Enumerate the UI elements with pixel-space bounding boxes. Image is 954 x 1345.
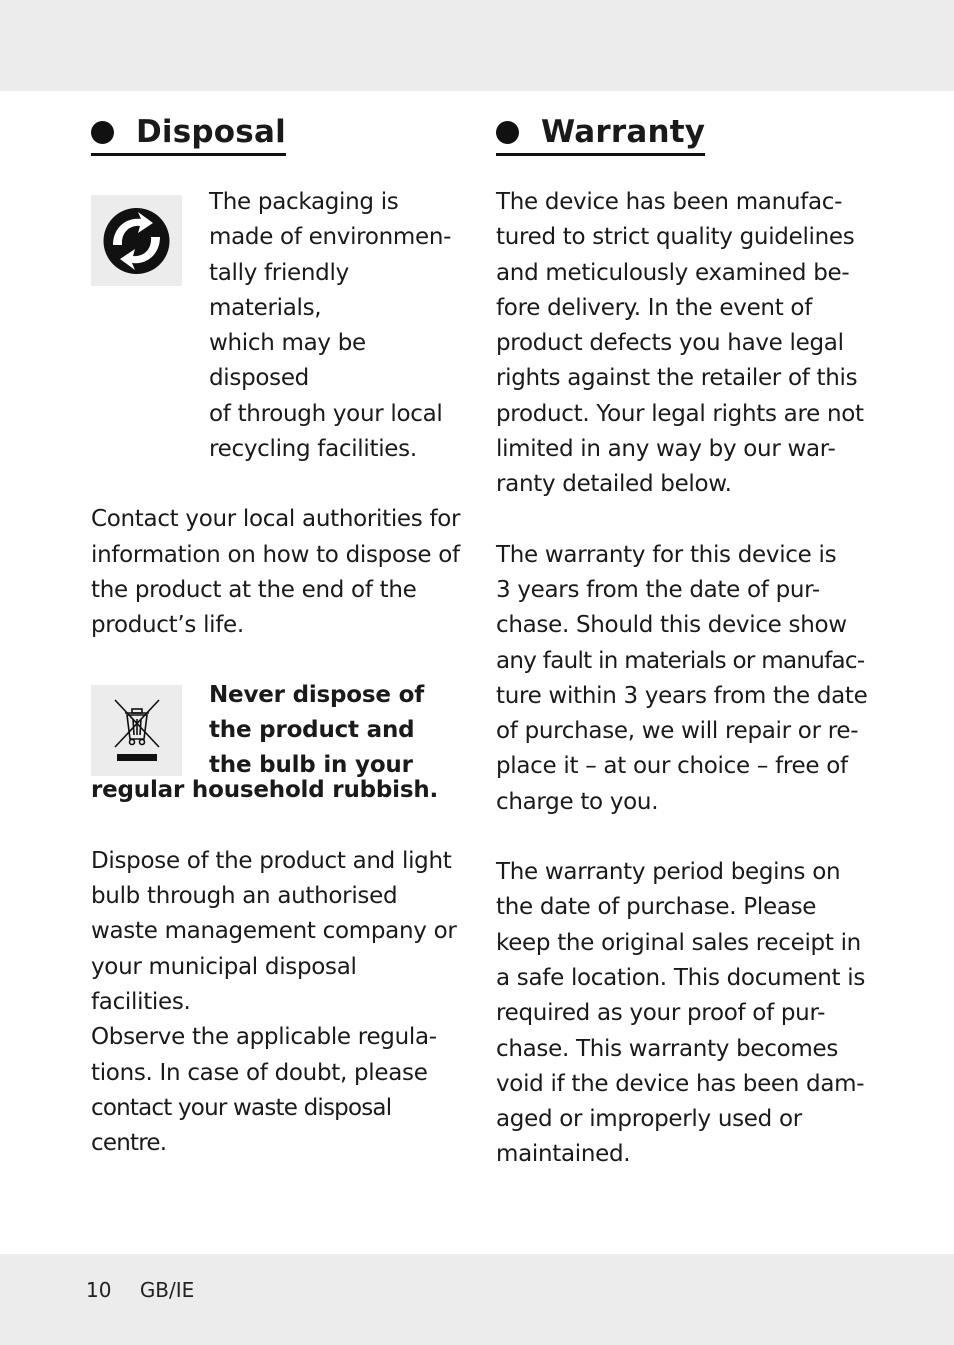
warranty-paragraph-2: [496, 538, 868, 820]
page-footer: [86, 1278, 216, 1302]
warranty-paragraph-1: [496, 185, 868, 503]
text-line: void if the device has been dam-: [496, 1070, 865, 1097]
text-line: information on how to dispose of: [91, 541, 460, 568]
disposal-section: [91, 112, 461, 1161]
top-band: [0, 0, 954, 91]
bullet-icon: [496, 121, 519, 144]
text-line: tally friendly materials,: [209, 259, 349, 321]
text-line: place it – at our choice – free of: [496, 753, 848, 780]
text-line: Observe the applicable regula-: [91, 1024, 437, 1051]
text-line: tured to strict quality guidelines: [496, 224, 855, 251]
text-line: and meticulously examined be-: [496, 259, 850, 286]
text-line: The warranty for this device is: [496, 541, 837, 568]
text-line: tions. In case of doubt, please: [91, 1059, 428, 1086]
packaging-row: [91, 189, 461, 467]
text-line: Never dispose of: [209, 681, 424, 708]
text-line: waste management company or: [91, 918, 457, 945]
text-line: ranty detailed below.: [496, 471, 732, 498]
text-line: a safe location. This document is: [496, 964, 866, 991]
warning-full-line-block: [91, 773, 461, 808]
warranty-title: Warranty: [541, 114, 706, 150]
crossed-out-bin-icon: [91, 685, 182, 776]
text-line: rights against the retailer of this: [496, 365, 858, 392]
text-line: recycling facilities.: [209, 436, 417, 463]
text-line: of purchase, we will repair or re-: [496, 718, 859, 745]
text-line: The warranty period begins on: [496, 859, 841, 886]
text-line: The device has been manufac-: [496, 189, 843, 215]
text-line: the bulb in your: [209, 752, 413, 779]
weee-row: [91, 681, 461, 784]
text-line: limited in any way by our war-: [496, 436, 836, 463]
disposal-title: Disposal: [136, 114, 286, 150]
text-line: of through your local: [209, 400, 443, 427]
text-line: bulb through an authorised: [91, 883, 398, 910]
dispose-paragraph: [91, 844, 461, 1162]
text-line: product defects you have legal: [496, 330, 844, 357]
packaging-text: [209, 185, 461, 467]
warranty-heading: [496, 112, 705, 156]
text-line: product. Your legal rights are not: [496, 400, 864, 427]
text-line: aged or improperly used or: [496, 1106, 802, 1133]
text-line: made of environmen-: [209, 224, 452, 251]
page-number: 10: [86, 1278, 112, 1302]
text-line: your municipal disposal facilities.: [91, 953, 357, 1015]
text-line: required as your proof of pur-: [496, 1000, 826, 1027]
region-label: GB/IE: [139, 1278, 195, 1302]
text-line: 3 years from the date of pur-: [496, 576, 820, 603]
text-line: product’s life.: [91, 612, 244, 639]
text-line: maintained.: [496, 1141, 631, 1168]
text-line: chase. This warranty becomes: [496, 1035, 839, 1062]
warranty-paragraph-3: [496, 855, 868, 1173]
text-line: fore delivery. In the event of: [496, 294, 812, 321]
text-line: which may be disposed: [209, 330, 366, 392]
text-line: any fault in materials or manufac-: [496, 647, 865, 674]
text-line: the product and: [209, 716, 415, 743]
disposal-heading: [91, 112, 286, 156]
text-line: the date of purchase. Please: [496, 894, 817, 921]
text-line: keep the original sales receipt in: [496, 929, 861, 956]
text-line: contact your waste disposal centre.: [91, 1094, 392, 1157]
text-line: Dispose of the product and light: [91, 847, 452, 874]
bullet-icon: [91, 121, 114, 144]
text-line: the product at the end of the: [91, 576, 417, 603]
warranty-section: [496, 112, 868, 1173]
contact-paragraph: [91, 502, 461, 643]
green-dot-recycling-icon: [91, 195, 182, 286]
warning-text: [209, 678, 424, 784]
text-line: Contact your local authorities for: [91, 506, 461, 533]
text-line: ture within 3 years from the date: [496, 682, 868, 709]
warning-full-line: regular household rubbish.: [91, 777, 439, 804]
text-line: The packaging is: [209, 189, 399, 215]
text-line: chase. Should this device show: [496, 612, 847, 639]
text-line: charge to you.: [496, 788, 659, 815]
